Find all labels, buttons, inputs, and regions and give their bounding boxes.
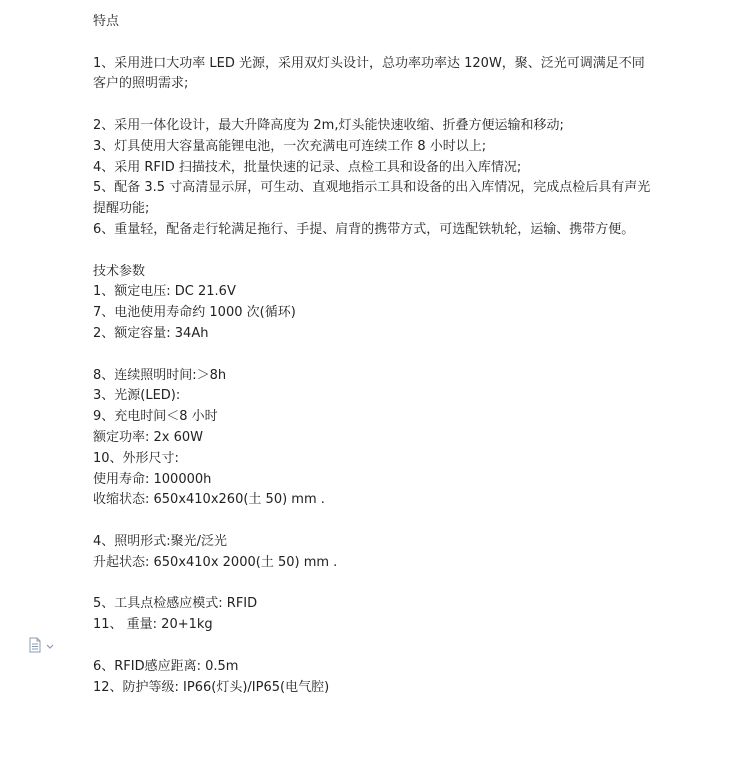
param-item: 使用寿命: 100000h (93, 471, 212, 487)
paste-options-button[interactable] (28, 637, 58, 655)
blank-line (93, 33, 653, 54)
feature-item: 1、采用进口大功率 LED 光源，采用双灯头设计，总功率功率达 120W，聚、泛光可调满足不同客户的照明需求; (93, 55, 645, 92)
feature-item: 6、重量轻，配备走行轮满足拖行、手提、肩背的携带方式，可选配铁轨轮，运输、携带方便。 (93, 221, 635, 237)
param-item: 3、光源(LED): (93, 388, 181, 404)
param-item: 6、RFID感应距离: 0.5m (93, 658, 239, 674)
param-item: 4、照明形式:聚光/泛光 (93, 533, 228, 549)
blank-line (93, 345, 653, 366)
document-body (93, 12, 653, 698)
blank-line (93, 574, 653, 595)
param-item: 5、工具点检感应模式: RFID (93, 596, 258, 612)
chevron-down-icon (46, 644, 54, 650)
param-item: 7、电池使用寿命约 1000 次(循环) (93, 305, 296, 321)
feature-item: 5、配备 3.5 寸高清显示屏，可生动、直观地指示工具和设备的出入库情况，完成点检后具有声光提醒功能; (93, 180, 651, 217)
param-item: 10、外形尺寸: (93, 450, 179, 466)
blank-line (93, 95, 653, 116)
feature-item: 4、采用 RFID 扫描技术，批量快速的记录、点检工具和设备的出入库情况; (93, 159, 522, 175)
param-item: 12、防护等级: IP66(灯头)/IP65(电气腔) (93, 679, 330, 695)
param-item: 11、 重量: 20+1kg (93, 617, 213, 633)
params-heading: 技术参数 (93, 263, 146, 279)
blank-line (93, 636, 653, 657)
blank-line (93, 241, 653, 262)
feature-item: 2、采用一体化设计，最大升降高度为 2m,灯头能快速收缩、折叠方便运输和移动; (93, 117, 564, 133)
param-item: 1、额定电压: DC 21.6V (93, 284, 236, 300)
feature-item: 3、灯具使用大容量高能锂电池，一次充满电可连续工作 8 小时以上; (93, 138, 487, 154)
param-item: 额定功率: 2x 60W (93, 429, 204, 445)
param-item: 收缩状态: 650x410x260(土 50) mm . (93, 492, 325, 508)
features-heading: 特点 (93, 14, 120, 29)
blank-line (93, 511, 653, 532)
param-item: 8、连续照明时间:＞8h (93, 367, 227, 383)
param-item: 9、充电时间＜8 小时 (93, 409, 218, 425)
param-item: 2、额定容量: 34Ah (93, 325, 209, 341)
param-item: 升起状态: 650x410x 2000(土 50) mm . (93, 554, 338, 570)
